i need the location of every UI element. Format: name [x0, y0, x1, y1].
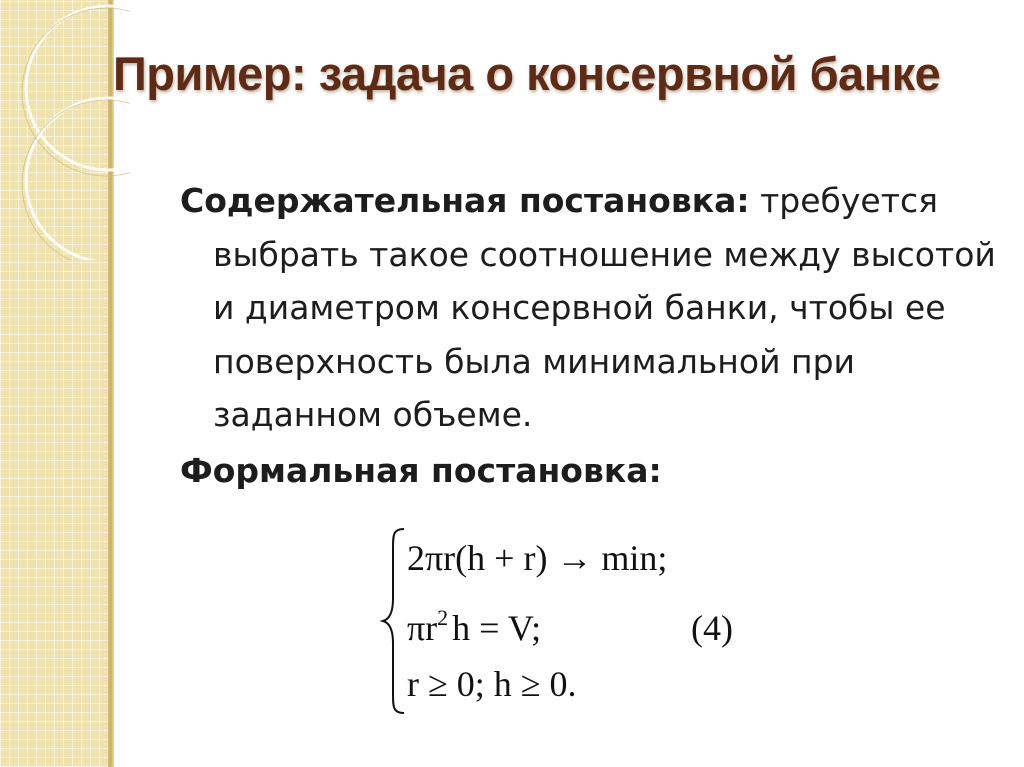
meaningful-label: Содержательная постановка:	[180, 181, 750, 220]
decorative-rings	[0, 0, 130, 260]
formal-label: Формальная постановка:	[180, 450, 662, 490]
formula-line-2-base: πr	[407, 608, 438, 648]
left-brace	[383, 529, 404, 713]
slide-title: Пример: задача о консервной банке	[113, 47, 941, 100]
meaningful-statement	[180, 174, 1000, 442]
content-block	[180, 174, 1000, 497]
formula-line-2-rest: h = V;	[452, 608, 542, 648]
formula-line-1: 2πr(h + r) → min;	[407, 538, 668, 578]
equation-number: (4)	[691, 608, 733, 648]
formula-line-2	[407, 605, 541, 648]
formula-line-3: r ≥ 0; h ≥ 0.	[407, 664, 577, 704]
meaningful-text: требуется выбрать такое соотношение между высотой и диаметром консервной банки, чтобы ее поверхность была минимальной при заданном объеме.	[213, 181, 996, 434]
formula-line-2-exponent: 2	[437, 605, 449, 630]
formula-system	[378, 527, 778, 722]
